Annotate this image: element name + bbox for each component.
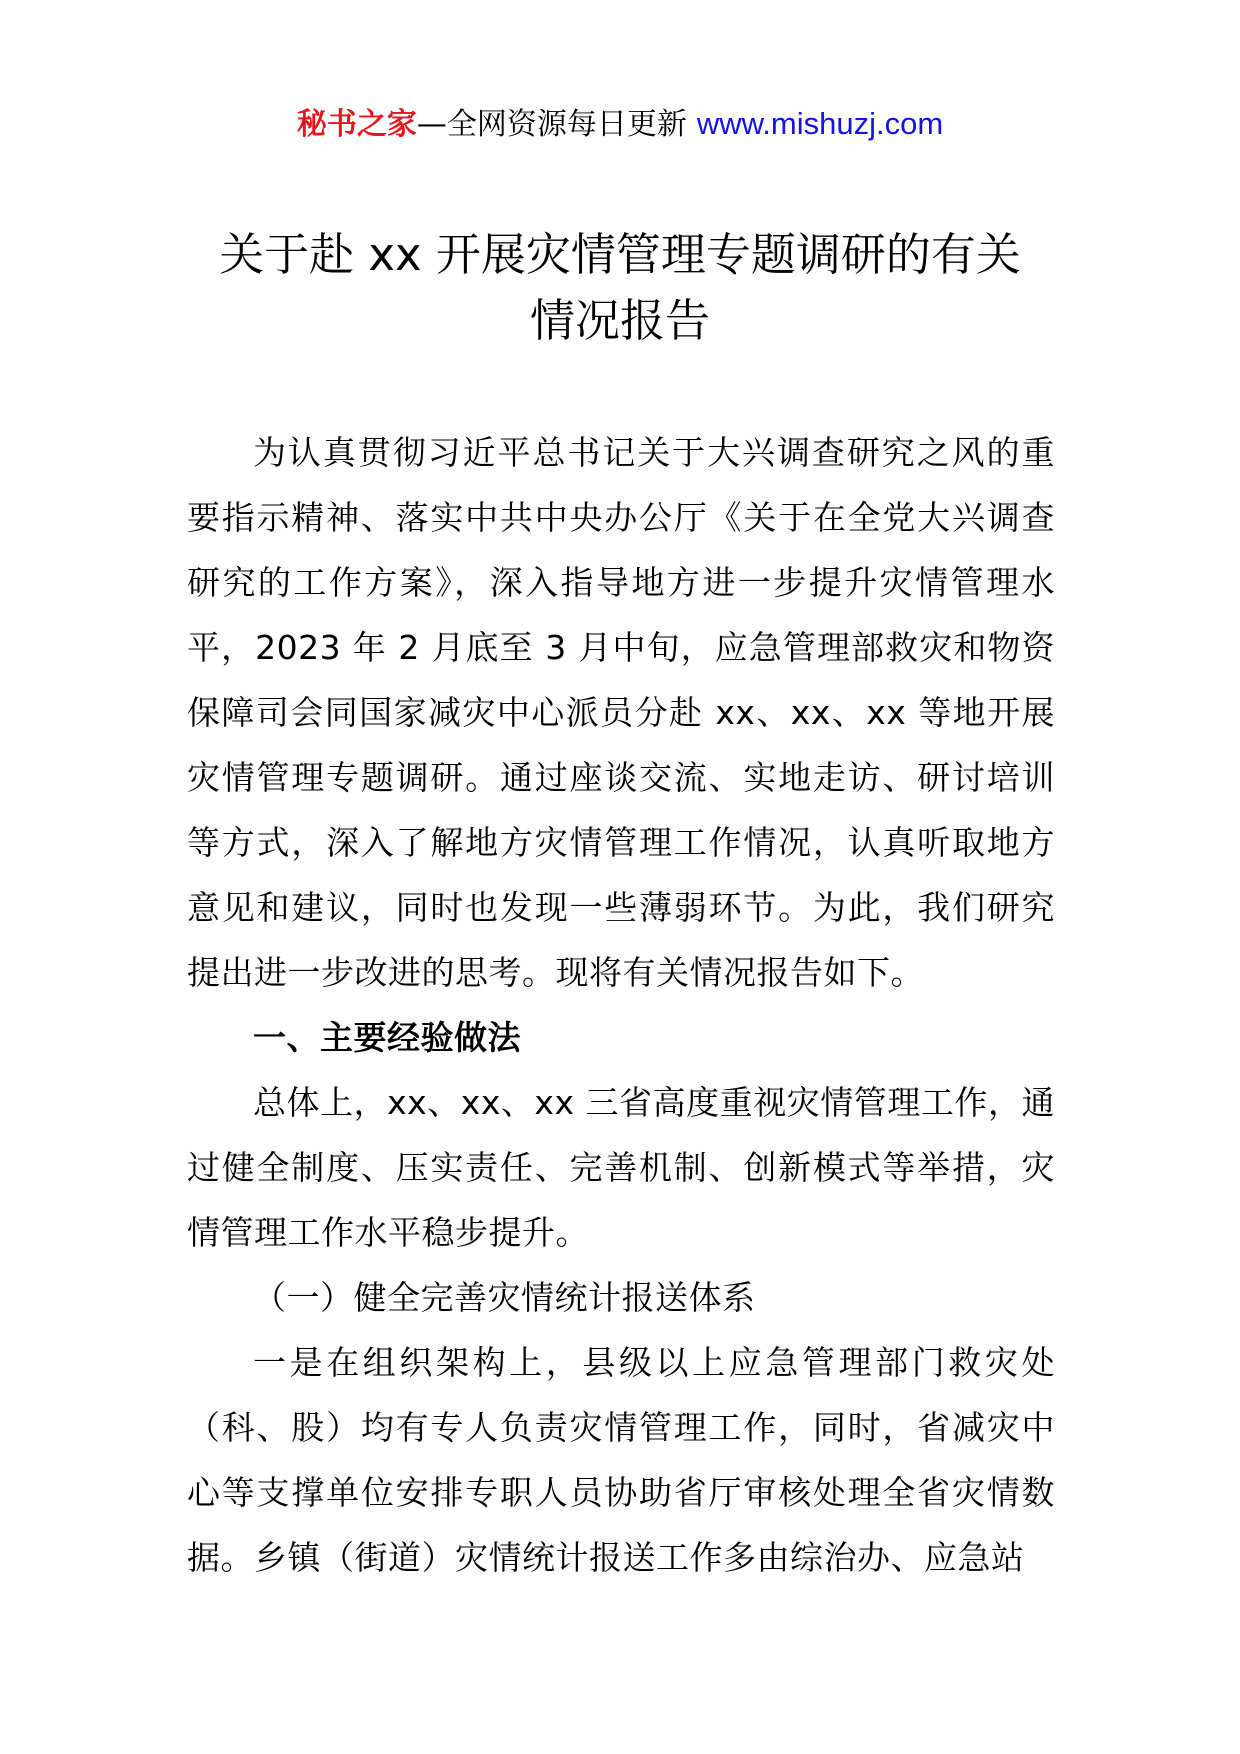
point-1-paragraph: 一是在组织架构上，县级以上应急管理部门救灾处（科、股）均有专人负责灾情管理工作，同时，省减灾中心等支撑单位安排专职人员协助省厅审核处理全省灾情数据。乡镇（街道）灾情统计报送工作多由综治办、应急站 bbox=[187, 1343, 1055, 1577]
document-title bbox=[150, 222, 1090, 354]
title-line-2: 情况报告 bbox=[529, 294, 710, 347]
title-line-1: 关于赴 xx 开展灾情管理专题调研的有关 bbox=[219, 228, 1021, 281]
brand-name: 秘书之家 bbox=[296, 107, 417, 142]
header-tagline: —全网资源每日更新 bbox=[416, 107, 687, 142]
intro-paragraph: 为认真贯彻习近平总书记关于大兴调查研究之风的重要指示精神、落实中共中央办公厅《关于在全党大兴调查研究的工作方案》，深入指导地方进一步提升灾情管理水平，2023 年 2 月底至 3 月中旬，应急管理部救灾和物资保障司会同国家减灾中心派员分赴 xx、xx、xx 等地开展灾情管理专题调研。通过座谈交流、实地走访、研讨培训等方式，深入了解地方灾情管理工作情况，认真听取地方意见和建议，同时也发现一些薄弱环节。为此，我们研究提出进一步改进的思考。现将有关情况报告如下。 bbox=[187, 433, 1055, 992]
subsection-heading-1: （一）健全完善灾情统计报送体系 bbox=[253, 1278, 756, 1317]
site-url-link[interactable]: www.mishuzj.com bbox=[696, 106, 944, 141]
document-body bbox=[187, 420, 1055, 1590]
section-heading-1: 一、主要经验做法 bbox=[253, 1018, 521, 1057]
site-header bbox=[0, 100, 1240, 149]
overview-paragraph: 总体上，xx、xx、xx 三省高度重视灾情管理工作，通过健全制度、压实责任、完善机制、创新模式等举措，灾情管理工作水平稳步提升。 bbox=[187, 1083, 1055, 1252]
